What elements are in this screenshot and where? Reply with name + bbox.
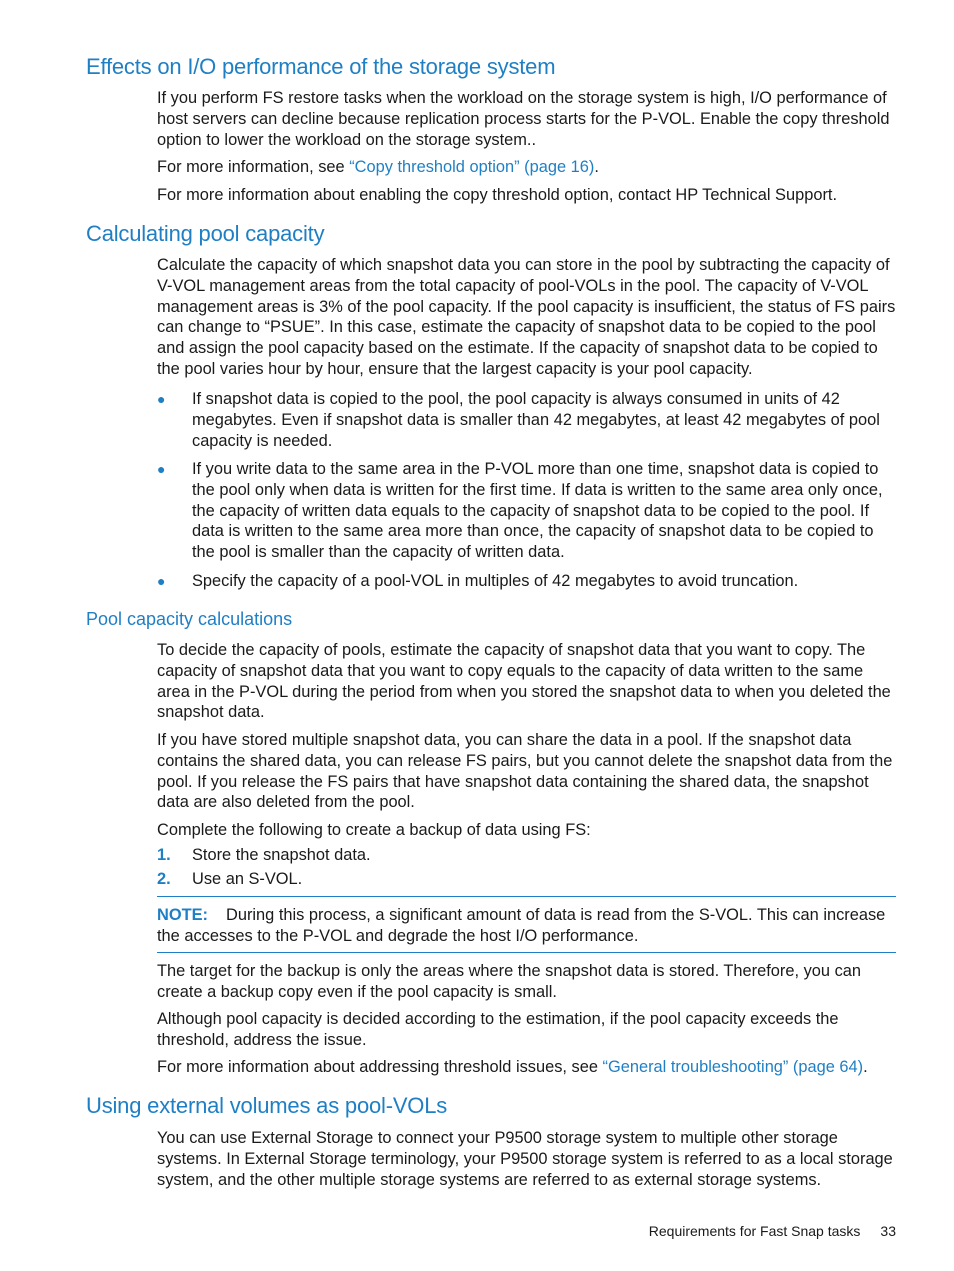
note-bottom-divider: [157, 952, 896, 953]
step-text: Use an S-VOL.: [192, 870, 303, 888]
note-box: [157, 905, 897, 947]
bullet-text: If snapshot data is copied to the pool, the pool capacity is always consumed in units of 42 megabytes. Even if snapshot data is smaller than 42 megabytes, at least 42 megabytes of pool capacity is needed.: [192, 390, 880, 450]
pool-calc-paragraph-2: If you have stored multiple snapshot data, you can share the data in a pool. If the snapshot data contains the shared data, you can release FS pairs, but you cannot delete the snapshot data from the pool. If you release the FS pairs that have snapshot data containing the shared data, the snapshot data are also deleted from the pool.: [157, 731, 893, 812]
calculating-paragraph-1: Calculate the capacity of which snapshot data you can store in the pool by subtracting the capacity of V-VOL management areas from the total capacity of pool-VOLs in the pool. The capacity of V-VOL management areas is 3% of the pool capacity. If the pool capacity is insufficient, the status of FS pairs can change to “PSUE”. In this case, estimate the capacity of snapshot data to be copied to the pool and assign the pool capacity based on the estimate. If the capacity of snapshot data to be copied to the pool varies hour by hour, ensure that the largest capacity is your pool capacity.: [157, 256, 896, 378]
effects-paragraph-2-prefix: For more information, see: [157, 158, 350, 176]
pool-calc-paragraph-5: Although pool capacity is decided according to the estimation, if the pool capacity exceeds the threshold, address the issue.: [157, 1010, 839, 1049]
page-footer: [649, 1223, 896, 1239]
section-heading-calculating: Calculating pool capacity: [86, 221, 325, 246]
section-heading-external: Using external volumes as pool-VOLs: [86, 1093, 448, 1118]
note-text: During this process, a significant amount of data is read from the S-VOL. This can increase the accesses to the P-VOL and degrade the host I/O performance.: [157, 906, 886, 945]
bullet-item: [157, 571, 897, 592]
note-label: NOTE:: [157, 906, 208, 924]
effects-paragraph-3: For more information about enabling the copy threshold option, contact HP Technical Support.: [157, 186, 838, 204]
pool-calc-paragraph-3: Complete the following to create a backup of data using FS:: [157, 821, 591, 839]
pool-calc-paragraph-1: To decide the capacity of pools, estimate the capacity of snapshot data that you want to copy. The capacity of snapshot data that you want to copy equals to the capacity of data written to the same area in the P-VOL during the period from when you stored the snapshot data to when you deleted the snapshot data.: [157, 641, 891, 722]
step-item: [157, 845, 897, 866]
note-top-divider: [157, 896, 896, 897]
pool-calc-paragraph-6-prefix: For more information about addressing threshold issues, see: [157, 1058, 603, 1076]
bullet-item: [157, 459, 897, 563]
pool-calc-paragraph-6-suffix: .: [863, 1058, 868, 1076]
step-number: 2.: [157, 870, 171, 888]
bullet-dot-icon: ●: [157, 461, 166, 477]
page-number: 33: [880, 1223, 896, 1239]
bullet-dot-icon: ●: [157, 391, 166, 407]
bullet-dot-icon: ●: [157, 573, 166, 589]
pool-calc-paragraph-6: [157, 1057, 897, 1078]
effects-paragraph-2: [157, 157, 897, 178]
external-paragraph-1: You can use External Storage to connect your P9500 storage system to multiple other storage systems. In External Storage terminology, your P9500 storage system is referred to as a local storage system, and the other multiple storage systems are referred to as external storage systems.: [157, 1129, 893, 1189]
general-troubleshooting-link[interactable]: “General troubleshooting” (page 64): [602, 1058, 864, 1076]
bullet-text: Specify the capacity of a pool-VOL in multiples of 42 megabytes to avoid truncation.: [192, 572, 799, 590]
section-heading-effects: Effects on I/O performance of the storage system: [86, 54, 556, 79]
effects-paragraph-2-suffix: .: [594, 158, 599, 176]
effects-paragraph-1: If you perform FS restore tasks when the workload on the storage system is high, I/O performance of host servers can decline because replication process starts for the P-VOL. Enable the copy threshold option to lower the workload on the storage system..: [157, 89, 890, 149]
copy-threshold-link[interactable]: “Copy threshold option” (page 16): [349, 158, 595, 176]
bullet-text: If you write data to the same area in the P-VOL more than one time, snapshot data is copied to the pool only when data is written for the first time. If data is written to the same area only once, the capacity of written data equals to the capacity of snapshot data to be copied to the pool. If data is written to the same area more than once, the capacity of snapshot data to be copied to the pool is smaller than the capacity of written data.: [192, 460, 883, 562]
step-text: Store the snapshot data.: [192, 846, 371, 864]
step-item: [157, 869, 897, 890]
bullet-item: [157, 389, 897, 451]
step-number: 1.: [157, 846, 171, 864]
subsection-heading-pool-calc: Pool capacity calculations: [86, 609, 293, 629]
footer-title: Requirements for Fast Snap tasks: [648, 1223, 861, 1239]
pool-calc-paragraph-4: The target for the backup is only the areas where the snapshot data is stored. Therefore, you can create a backup copy even if the pool capacity is small.: [157, 962, 861, 1001]
